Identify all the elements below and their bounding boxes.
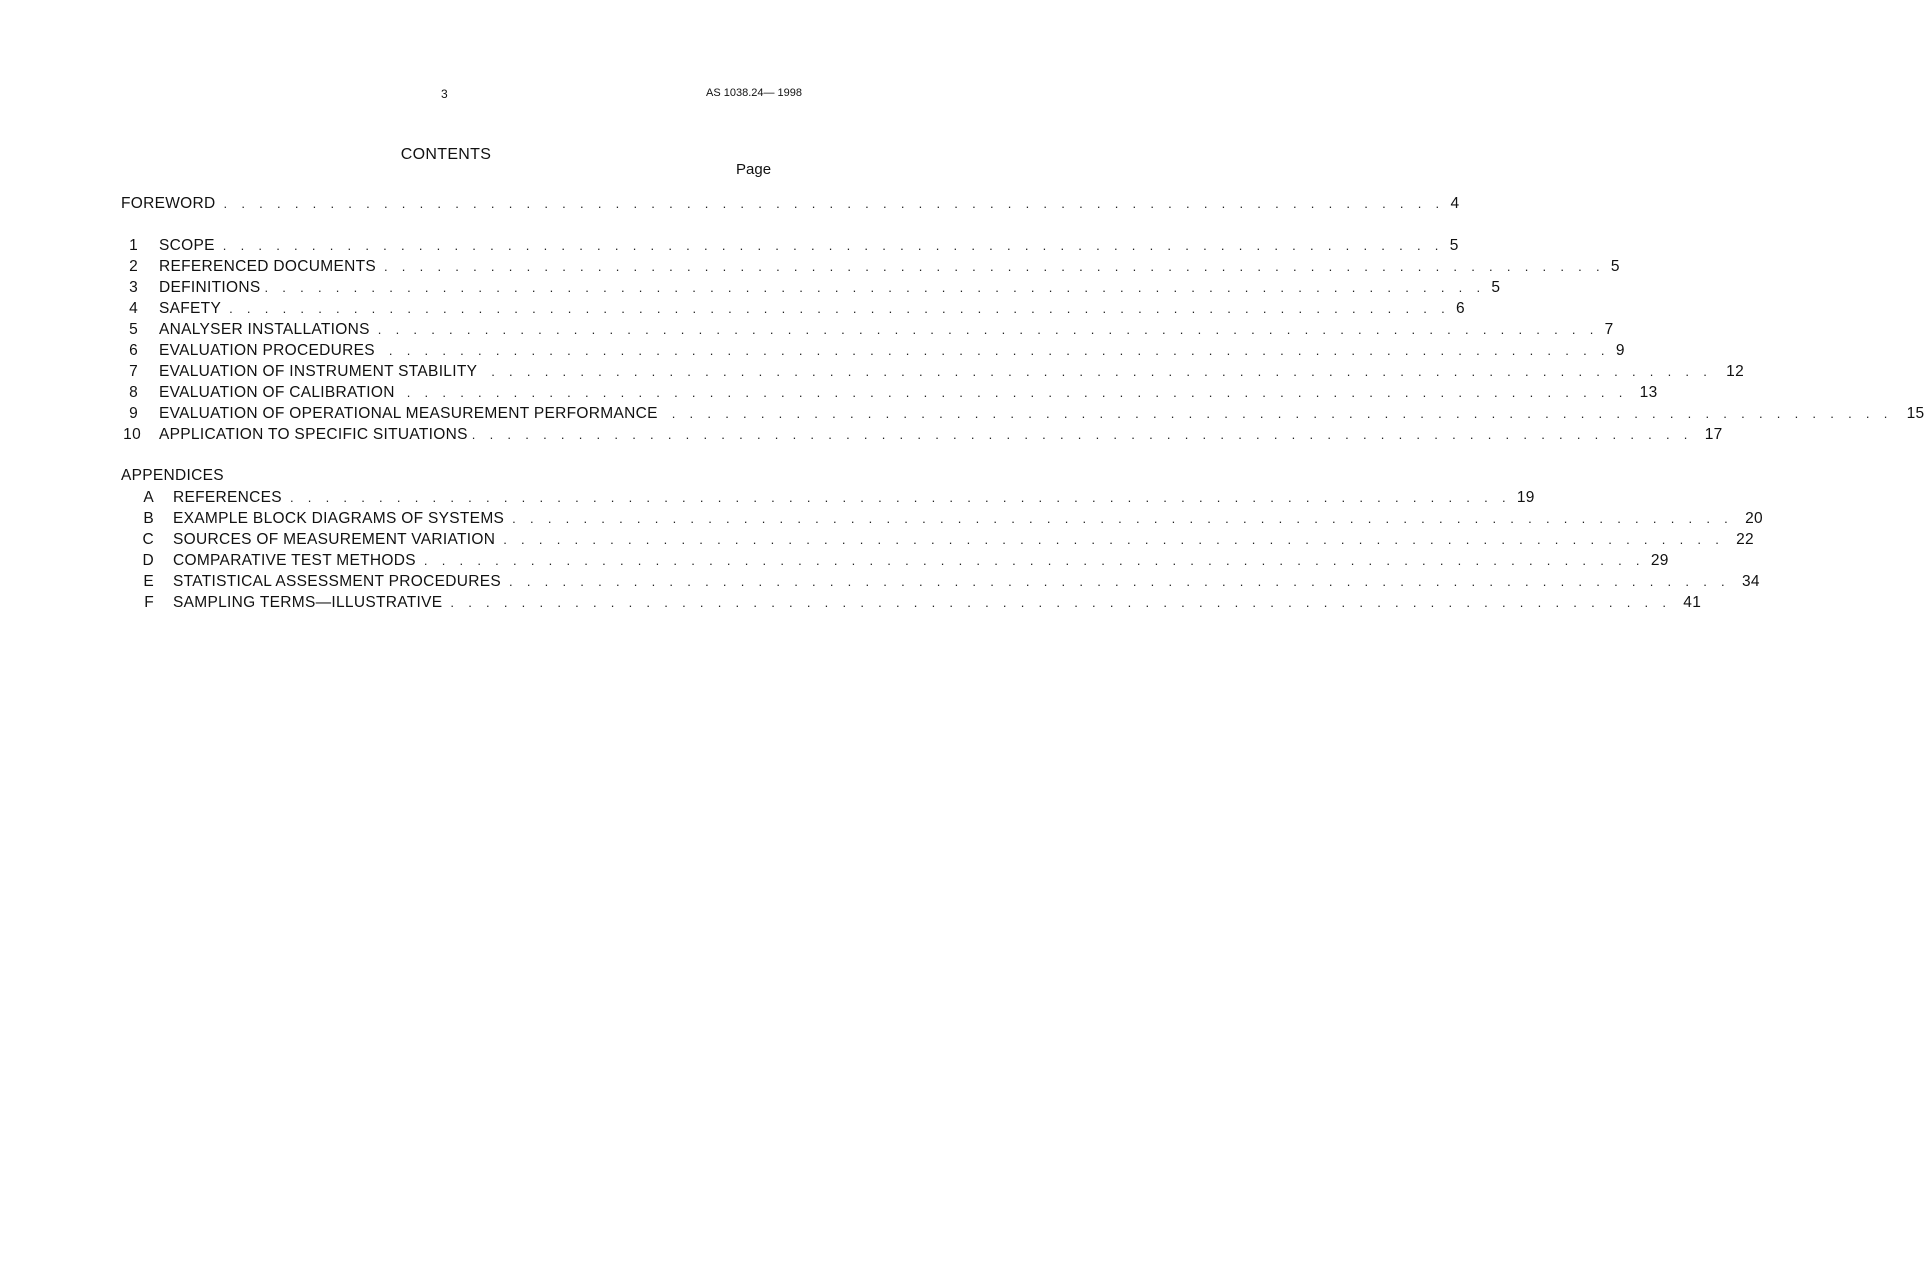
toc-entry-label: EVALUATION OF OPERATIONAL MEASUREMENT PERFORMANCE	[159, 405, 658, 422]
toc-entry-page: 22	[1736, 531, 1754, 548]
dot-leader: . . . . . . . . . . . . . . . . . . . . . . . . . . . . . . . . . . . . . . . . . . . . . . . . . . . . . . . . . . . . . . . . . . . . .	[503, 532, 1725, 547]
dot-leader: . . . . . . . . . . . . . . . . . . . . . . . . . . . . . . . . . . . . . . . . . . . . . . . . . . . . . . . . . . . . . . . . . . . . .	[223, 196, 1445, 211]
toc-entry-section[interactable]	[121, 257, 1620, 277]
appendices-heading: APPENDICES	[121, 467, 224, 484]
toc-entry-number: 7	[129, 363, 138, 380]
toc-entry-page: 41	[1683, 594, 1702, 611]
toc-entry-label: FOREWORD	[121, 195, 216, 212]
toc-entry-number: E	[143, 573, 154, 590]
toc-entry-section[interactable]	[121, 404, 1924, 424]
toc-entry-page: 29	[1650, 552, 1669, 569]
toc-entry-number: 1	[129, 237, 138, 254]
toc-entry-label: SCOPE	[159, 237, 215, 254]
page-column-label: Page	[736, 161, 772, 178]
toc-entry-label: COMPARATIVE TEST METHODS	[173, 552, 416, 569]
toc-entry-page: 9	[1615, 342, 1625, 359]
toc-entry-foreword[interactable]	[121, 194, 1460, 214]
toc-entry-section[interactable]	[121, 341, 1625, 361]
toc-entry-page: 17	[1704, 426, 1723, 443]
dot-leader: . . . . . . . . . . . . . . . . . . . . . . . . . . . . . . . . . . . . . . . . . . . . . . . . . . . . . . . . . . . . . . . . . . . . .	[491, 364, 1713, 379]
toc-entry-number: 3	[129, 279, 138, 296]
toc-entry-number: C	[142, 531, 154, 548]
dot-leader: . . . . . . . . . . . . . . . . . . . . . . . . . . . . . . . . . . . . . . . . . . . . . . . . . . . . . . . . . . . . . . . . . . . . .	[264, 280, 1486, 295]
toc-entry-number: 2	[129, 258, 138, 275]
toc-entry-page: 12	[1726, 363, 1744, 380]
toc-entry-number: 9	[129, 405, 138, 422]
toc-entry-page: 34	[1741, 573, 1760, 590]
toc-entry-page: 19	[1516, 489, 1535, 506]
dot-leader: . . . . . . . . . . . . . . . . . . . . . . . . . . . . . . . . . . . . . . . . . . . . . . . . . . . . . . . . . . . . . . . . . . . . .	[406, 385, 1628, 400]
toc-entry-label: STATISTICAL ASSESSMENT PROCEDURES	[173, 573, 502, 590]
toc-entry-label: DEFINITIONS	[159, 279, 261, 296]
toc-entry-label: REFERENCED DOCUMENTS	[159, 258, 376, 275]
toc-entry-section[interactable]	[121, 278, 1501, 298]
document-reference: AS 1038.24— 1998	[706, 87, 803, 99]
toc-entry-section[interactable]	[121, 320, 1614, 340]
toc-entry-number: F	[144, 594, 154, 611]
toc-entry-section[interactable]	[121, 299, 1465, 319]
toc-entry-appendix[interactable]	[121, 530, 1754, 550]
toc-entry-number: D	[142, 552, 154, 569]
dot-leader: . . . . . . . . . . . . . . . . . . . . . . . . . . . . . . . . . . . . . . . . . . . . . . . . . . . . . . . . . . . . . . . . . . . . .	[289, 490, 1511, 505]
toc-entry-label: APPLICATION TO SPECIFIC SITUATIONS	[159, 426, 468, 443]
dot-leader: . . . . . . . . . . . . . . . . . . . . . . . . . . . . . . . . . . . . . . . . . . . . . . . . . . . . . . . . . . . . . . . . . . . . .	[471, 427, 1693, 442]
toc-entry-page: 7	[1604, 321, 1614, 338]
page-number: 3	[441, 87, 448, 101]
dot-leader: . . . . . . . . . . . . . . . . . . . . . . . . . . . . . . . . . . . . . . . . . . . . . . . . . . . . . . . . . . . . . . . . . . . . .	[377, 322, 1599, 337]
toc-entry-number: 10	[123, 426, 141, 443]
toc-entry-section[interactable]	[121, 425, 1723, 445]
toc-entry-page: 4	[1450, 195, 1460, 212]
contents-title: CONTENTS	[400, 146, 492, 163]
toc-entry-number: B	[143, 510, 154, 527]
dot-leader: . . . . . . . . . . . . . . . . . . . . . . . . . . . . . . . . . . . . . . . . . . . . . . . . . . . . . . . . . . . . . . . . . . . . .	[423, 553, 1645, 568]
toc-entry-page: 6	[1456, 300, 1465, 317]
toc-entry-page: 13	[1639, 384, 1658, 401]
toc-entry-number: 5	[129, 321, 138, 338]
dot-leader: . . . . . . . . . . . . . . . . . . . . . . . . . . . . . . . . . . . . . . . . . . . . . . . . . . . . . . . . . . . . . . . . . . . . .	[229, 301, 1451, 316]
toc-entry-number: 6	[129, 342, 138, 359]
toc-entry-section[interactable]	[121, 236, 1459, 256]
toc-entry-page: 5	[1491, 279, 1501, 296]
toc-entry-number: 8	[129, 384, 138, 401]
toc-entry-number: A	[143, 489, 154, 506]
dot-leader: . . . . . . . . . . . . . . . . . . . . . . . . . . . . . . . . . . . . . . . . . . . . . . . . . . . . . . . . . . . . . . . . . . . . .	[512, 511, 1734, 526]
toc-entry-label: EVALUATION PROCEDURES	[159, 342, 375, 359]
toc-entry-label: SOURCES OF MEASUREMENT VARIATION	[173, 531, 496, 548]
toc-entry-label: EXAMPLE BLOCK DIAGRAMS OF SYSTEMS	[173, 510, 505, 527]
toc-entry-page: 5	[1610, 258, 1620, 275]
toc-entry-page: 5	[1449, 237, 1459, 254]
dot-leader: . . . . . . . . . . . . . . . . . . . . . . . . . . . . . . . . . . . . . . . . . . . . . . . . . . . . . . . . . . . . . . . . . . . . .	[450, 595, 1672, 610]
toc-entry-label: EVALUATION OF INSTRUMENT STABILITY	[159, 363, 478, 380]
toc-entry-appendix[interactable]	[121, 509, 1763, 529]
toc-entry-appendix[interactable]	[121, 551, 1669, 571]
dot-leader: . . . . . . . . . . . . . . . . . . . . . . . . . . . . . . . . . . . . . . . . . . . . . . . . . . . . . . . . . . . . . . . . . . . . .	[388, 343, 1610, 358]
toc-entry-label: SAFETY	[159, 300, 222, 317]
toc-entry-appendix[interactable]	[121, 488, 1535, 508]
toc-entry-section[interactable]	[121, 362, 1744, 382]
toc-entry-label: SAMPLING TERMS—ILLUSTRATIVE	[173, 594, 443, 611]
toc-entry-section[interactable]	[121, 383, 1658, 403]
dot-leader: . . . . . . . . . . . . . . . . . . . . . . . . . . . . . . . . . . . . . . . . . . . . . . . . . . . . . . . . . . . . . . . . . . . . .	[671, 406, 1893, 421]
toc-entry-appendix[interactable]	[121, 572, 1760, 592]
dot-leader: . . . . . . . . . . . . . . . . . . . . . . . . . . . . . . . . . . . . . . . . . . . . . . . . . . . . . . . . . . . . . . . . . . . . .	[222, 238, 1444, 253]
toc-entry-label: REFERENCES	[173, 489, 282, 506]
toc-entry-label: EVALUATION OF CALIBRATION	[159, 384, 395, 401]
toc-entry-number: 4	[129, 300, 138, 317]
dot-leader: . . . . . . . . . . . . . . . . . . . . . . . . . . . . . . . . . . . . . . . . . . . . . . . . . . . . . . . . . . . . . . . . . . . . .	[509, 574, 1730, 589]
toc-entry-label: ANALYSER INSTALLATIONS	[159, 321, 370, 338]
toc-entry-page: 20	[1745, 510, 1763, 527]
toc-entry-page: 15	[1906, 405, 1924, 422]
toc-entry-appendix[interactable]	[121, 593, 1702, 613]
dot-leader: . . . . . . . . . . . . . . . . . . . . . . . . . . . . . . . . . . . . . . . . . . . . . . . . . . . . . . . . . . . . . . . . . . . . .	[383, 259, 1605, 274]
